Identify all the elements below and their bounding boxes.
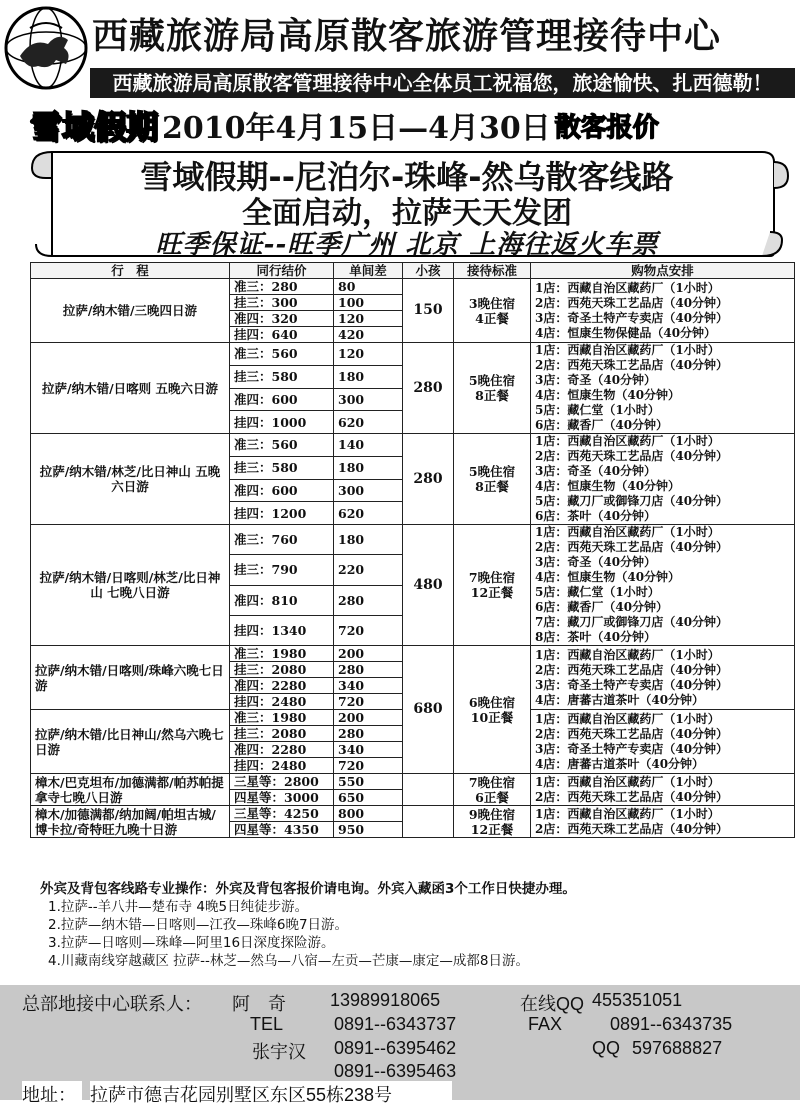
route-name: 拉萨/纳木错/日喀则/林芝/比日神山 七晚八日游 xyxy=(31,525,230,646)
price-cell: 挂四：2480 xyxy=(230,694,334,710)
price-cell: 准三：280 xyxy=(230,279,334,295)
shopping-item: 3店：奇圣（40分钟） xyxy=(535,464,657,478)
tel-number[interactable]: 0891--6343737 xyxy=(334,1014,457,1034)
note-item: 4.川藏南线穿越藏区 拉萨--林芝—然乌—八宿—左贡—芒康—康定—成都8日游。 xyxy=(48,953,530,969)
price-cell: 挂三：300 xyxy=(230,295,334,311)
standard-meals: 8正餐 xyxy=(475,388,509,403)
standard-cell xyxy=(454,646,531,774)
standard-meals: 8正餐 xyxy=(475,479,509,494)
child-price-cell: 280 xyxy=(403,343,454,434)
shopping-cell xyxy=(531,646,795,710)
standard-cell xyxy=(454,343,531,434)
shopping-item: 1店：西藏自治区藏药厂（1小时） xyxy=(535,806,720,821)
single-diff-cell: 280 xyxy=(334,585,403,615)
col-header-child: 小孩 xyxy=(403,263,454,279)
date-line xyxy=(30,102,790,146)
note-item: 2.拉萨—纳木错—日喀则—江孜—珠峰6晚7日游。 xyxy=(48,917,349,933)
child-price-cell: 680 xyxy=(403,646,454,774)
contact-phone-3[interactable]: 0891--6395463 xyxy=(334,1061,457,1081)
price-cell: 准三：1980 xyxy=(230,646,334,662)
shopping-item: 1店：西藏自治区藏药厂（1小时） xyxy=(535,711,720,726)
price-table xyxy=(30,262,795,838)
address-text: 拉萨市德吉花园别墅区东区55栋238号 xyxy=(90,1081,452,1107)
shopping-cell xyxy=(531,774,795,806)
banner-line-3: 旺季保证--旺季广州 北京 上海往返火车票 xyxy=(155,230,659,260)
single-diff-cell: 720 xyxy=(334,694,403,710)
table-body xyxy=(31,279,795,838)
price-cell: 准四：2280 xyxy=(230,742,334,758)
price-cell: 准三：560 xyxy=(230,343,334,366)
table-row xyxy=(31,525,795,555)
standard-lodging: 3晚住宿 xyxy=(468,295,516,311)
price-cell: 挂三：2080 xyxy=(230,726,334,742)
shopping-cell xyxy=(531,525,795,646)
standard-lodging: 6晚住宿 xyxy=(468,694,516,710)
single-diff-cell: 280 xyxy=(334,662,403,678)
notes-section xyxy=(40,880,790,970)
shopping-item: 1店：西藏自治区藏药厂（1小时） xyxy=(535,647,720,662)
shopping-item: 6店：藏香厂（40分钟） xyxy=(535,600,669,614)
shopping-item: 2店：西苑天珠工艺品店（40分钟） xyxy=(535,540,729,554)
single-diff-cell: 200 xyxy=(334,710,403,726)
tel-label: TEL xyxy=(250,1014,284,1034)
standard-lodging: 7晚住宿 xyxy=(468,570,516,585)
single-diff-cell: 620 xyxy=(334,502,403,525)
shopping-item: 6店：茶叶（40分钟） xyxy=(535,509,657,523)
table-row xyxy=(31,774,795,790)
price-cell: 挂三：580 xyxy=(230,365,334,388)
shopping-item: 2店：西苑天珠工艺品店（40分钟） xyxy=(535,789,729,804)
single-diff-cell: 650 xyxy=(334,790,403,806)
price-cell: 四星等：3000 xyxy=(230,790,334,806)
contact-name-2: 张宇汉 xyxy=(252,1042,306,1062)
price-cell: 挂四：1000 xyxy=(230,411,334,434)
price-cell: 四星等：4350 xyxy=(230,822,334,838)
shopping-item: 3店：奇圣（40分钟） xyxy=(535,373,657,387)
route-name: 樟木/巴克坦布/加德满都/帕苏帕提拿寺七晚八日游 xyxy=(31,774,230,806)
contact-section xyxy=(0,985,800,1105)
single-diff-cell: 280 xyxy=(334,726,403,742)
shopping-cell xyxy=(531,434,795,525)
price-cell: 准四：600 xyxy=(230,479,334,502)
shopping-cell xyxy=(531,343,795,434)
shopping-item: 4店：恒康生物（40分钟） xyxy=(535,570,681,584)
fax-number[interactable]: 0891--6343735 xyxy=(610,1014,733,1034)
shopping-item: 1店：西藏自治区藏药厂（1小时） xyxy=(535,434,720,448)
single-diff-cell: 220 xyxy=(334,555,403,585)
greeting-banner: 西藏旅游局高原散客管理接待中心全体员工祝福您，旅途愉快、扎西德勒！ xyxy=(90,68,795,98)
child-price-cell xyxy=(403,774,454,806)
price-cell: 准三：760 xyxy=(230,525,334,555)
shopping-item: 1店：西藏自治区藏药厂（1小时） xyxy=(535,343,720,357)
single-diff-cell: 120 xyxy=(334,343,403,366)
table-row xyxy=(31,646,795,662)
single-diff-cell: 300 xyxy=(334,388,403,411)
col-header-route: 行 程 xyxy=(31,263,230,279)
single-diff-cell: 180 xyxy=(334,525,403,555)
shopping-item: 6店：藏香厂（40分钟） xyxy=(535,418,669,432)
shopping-item: 5店：藏仁堂（1小时） xyxy=(535,403,660,417)
single-diff-cell: 800 xyxy=(334,806,403,822)
price-cell: 挂三：580 xyxy=(230,456,334,479)
route-name: 樟木/加德满都/纳加阔/帕坦古城/博卡拉/奇特旺九晚十日游 xyxy=(31,806,230,838)
price-tag-label: 散客报价 xyxy=(554,112,659,143)
shopping-item: 4店：恒康生物保健品（40分钟） xyxy=(535,325,717,340)
single-diff-cell: 120 xyxy=(334,311,403,327)
shopping-item: 5店：藏仁堂（1小时） xyxy=(535,585,660,599)
route-name: 拉萨/纳木错/比日神山/然乌六晚七日游 xyxy=(31,710,230,774)
single-diff-cell: 420 xyxy=(334,327,403,343)
price-cell: 三星等：2800 xyxy=(230,774,334,790)
shopping-item: 2店：西苑天珠工艺品店（40分钟） xyxy=(535,726,729,741)
shopping-item: 4店：唐蕃古道茶叶（40分钟） xyxy=(535,692,705,707)
col-header-shopping: 购物点安排 xyxy=(531,263,795,279)
shopping-item: 2店：西苑天珠工艺品店（40分钟） xyxy=(535,821,729,836)
table-row xyxy=(31,343,795,366)
table-row xyxy=(31,279,795,295)
single-diff-cell: 180 xyxy=(334,365,403,388)
route-name: 拉萨/纳木错/日喀则 五晚六日游 xyxy=(31,343,230,434)
child-price-cell: 480 xyxy=(403,525,454,646)
single-diff-cell: 300 xyxy=(334,479,403,502)
standard-lodging: 7晚住宿 xyxy=(468,774,516,790)
single-diff-cell: 950 xyxy=(334,822,403,838)
route-name: 拉萨/纳木错/三晚四日游 xyxy=(31,279,230,343)
standard-lodging: 9晚住宿 xyxy=(468,806,516,822)
shopping-item: 1店：西藏自治区藏药厂（1小时） xyxy=(535,525,720,539)
price-cell: 挂四：1340 xyxy=(230,615,334,645)
price-cell: 挂三：790 xyxy=(230,555,334,585)
standard-cell xyxy=(454,774,531,806)
standard-cell xyxy=(454,525,531,646)
price-cell: 准四：320 xyxy=(230,311,334,327)
shopping-item: 2店：西苑天珠工艺品店（40分钟） xyxy=(535,295,729,310)
shopping-item: 2店：西苑天珠工艺品店（40分钟） xyxy=(535,449,729,463)
single-diff-cell: 100 xyxy=(334,295,403,311)
notes-lead: 外宾及背包客线路专业操作：外宾及背包客报价请电询。外宾入藏函3个工作日快捷办理。 xyxy=(40,881,576,897)
shopping-item: 2店：西苑天珠工艺品店（40分钟） xyxy=(535,358,729,372)
standard-lodging: 5晚住宿 xyxy=(468,464,516,479)
shopping-item: 2店：西苑天珠工艺品店（40分钟） xyxy=(535,662,729,677)
shopping-item: 5店：藏刀厂或御锋刀店（40分钟） xyxy=(535,494,729,508)
col-header-standard: 接待标准 xyxy=(454,263,531,279)
qq-number-2[interactable]: 597688827 xyxy=(632,1038,723,1058)
banner-line-1: 雪域假期--尼泊尔-珠峰-然乌散客线路 xyxy=(140,158,674,196)
price-cell: 准四：2280 xyxy=(230,678,334,694)
note-item: 3.拉萨—日喀则—珠峰—阿里16日深度探险游。 xyxy=(48,935,335,951)
note-item: 1.拉萨--羊八井—楚布寺 4晚5日纯徒步游。 xyxy=(48,899,309,915)
standard-cell xyxy=(454,806,531,838)
single-diff-cell: 180 xyxy=(334,456,403,479)
contact-label: 总部地接中心联系人： xyxy=(22,994,202,1014)
scroll-banner xyxy=(22,148,792,260)
qq-number-1[interactable]: 455351051 xyxy=(592,990,683,1010)
table-row xyxy=(31,806,795,822)
page-title: 西藏旅游局高原散客旅游管理接待中心 xyxy=(92,16,722,57)
price-cell: 三星等：4250 xyxy=(230,806,334,822)
standard-meals: 12正餐 xyxy=(470,821,514,837)
price-cell: 挂四：640 xyxy=(230,327,334,343)
route-name: 拉萨/纳木错/日喀则/珠峰六晚七日游 xyxy=(31,646,230,710)
qq-label-2: QQ xyxy=(592,1038,621,1058)
shopping-item: 3店：奇圣土特产专卖店（40分钟） xyxy=(535,677,729,692)
route-name: 拉萨/纳木错/林芝/比日神山 五晚六日游 xyxy=(31,434,230,525)
single-diff-cell: 340 xyxy=(334,742,403,758)
address-label: 地址： xyxy=(22,1081,82,1107)
shopping-item: 4店：恒康生物（40分钟） xyxy=(535,388,681,402)
price-cell: 准三：1980 xyxy=(230,710,334,726)
standard-meals: 12正餐 xyxy=(470,585,514,600)
standard-meals: 4正餐 xyxy=(475,310,509,326)
shopping-item: 3店：奇圣（40分钟） xyxy=(535,555,657,569)
standard-lodging: 5晚住宿 xyxy=(468,373,516,388)
price-cell: 挂三：2080 xyxy=(230,662,334,678)
brand-label: 雪域假期 xyxy=(30,108,159,146)
logo-emblem xyxy=(2,4,90,92)
single-diff-cell: 340 xyxy=(334,678,403,694)
col-header-single-diff: 单间差 xyxy=(334,263,403,279)
single-diff-cell: 200 xyxy=(334,646,403,662)
price-cell: 准三：560 xyxy=(230,434,334,457)
single-diff-cell: 620 xyxy=(334,411,403,434)
contact-name-1: 阿 奇 xyxy=(232,994,286,1014)
single-diff-cell: 550 xyxy=(334,774,403,790)
price-cell: 准四：810 xyxy=(230,585,334,615)
table-row xyxy=(31,434,795,457)
shopping-item: 4店：恒康生物（40分钟） xyxy=(535,479,681,493)
shopping-item: 1店：西藏自治区藏药厂（1小时） xyxy=(535,774,720,789)
shopping-item: 7店：藏刀厂或御锋刀店（40分钟） xyxy=(535,615,729,629)
shopping-cell xyxy=(531,279,795,343)
price-cell: 挂四：1200 xyxy=(230,502,334,525)
price-cell: 准四：600 xyxy=(230,388,334,411)
shopping-cell xyxy=(531,806,795,838)
price-cell: 挂四：2480 xyxy=(230,758,334,774)
standard-meals: 10正餐 xyxy=(470,709,514,725)
fax-label: FAX xyxy=(528,1014,563,1034)
child-price-cell: 280 xyxy=(403,434,454,525)
shopping-item: 1店：西藏自治区藏药厂（1小时） xyxy=(535,280,720,295)
shopping-cell xyxy=(531,710,795,774)
col-header-price: 同行结价 xyxy=(230,263,334,279)
child-price-cell: 150 xyxy=(403,279,454,343)
standard-meals: 6正餐 xyxy=(475,789,509,805)
child-price-cell xyxy=(403,806,454,838)
standard-cell xyxy=(454,279,531,343)
shopping-item: 3店：奇圣土特产专卖店（40分钟） xyxy=(535,741,729,756)
single-diff-cell: 80 xyxy=(334,279,403,295)
single-diff-cell: 140 xyxy=(334,434,403,457)
shopping-item: 3店：奇圣土特产专卖店（40分钟） xyxy=(535,310,729,325)
banner-line-2: 全面启动，拉萨天天发团 xyxy=(242,196,572,231)
table-header-row xyxy=(31,263,795,279)
contact-phone-2[interactable]: 0891--6395462 xyxy=(334,1038,457,1058)
standard-cell xyxy=(454,434,531,525)
single-diff-cell: 720 xyxy=(334,758,403,774)
contact-phone-1[interactable]: 13989918065 xyxy=(330,990,441,1010)
shopping-item: 8店：茶叶（40分钟） xyxy=(535,630,657,644)
date-range: 2010年4月15日—4月30日 xyxy=(162,111,551,146)
shopping-item: 4店：唐蕃古道茶叶（40分钟） xyxy=(535,756,705,771)
single-diff-cell: 720 xyxy=(334,615,403,645)
qq-label: 在线QQ xyxy=(520,994,585,1014)
